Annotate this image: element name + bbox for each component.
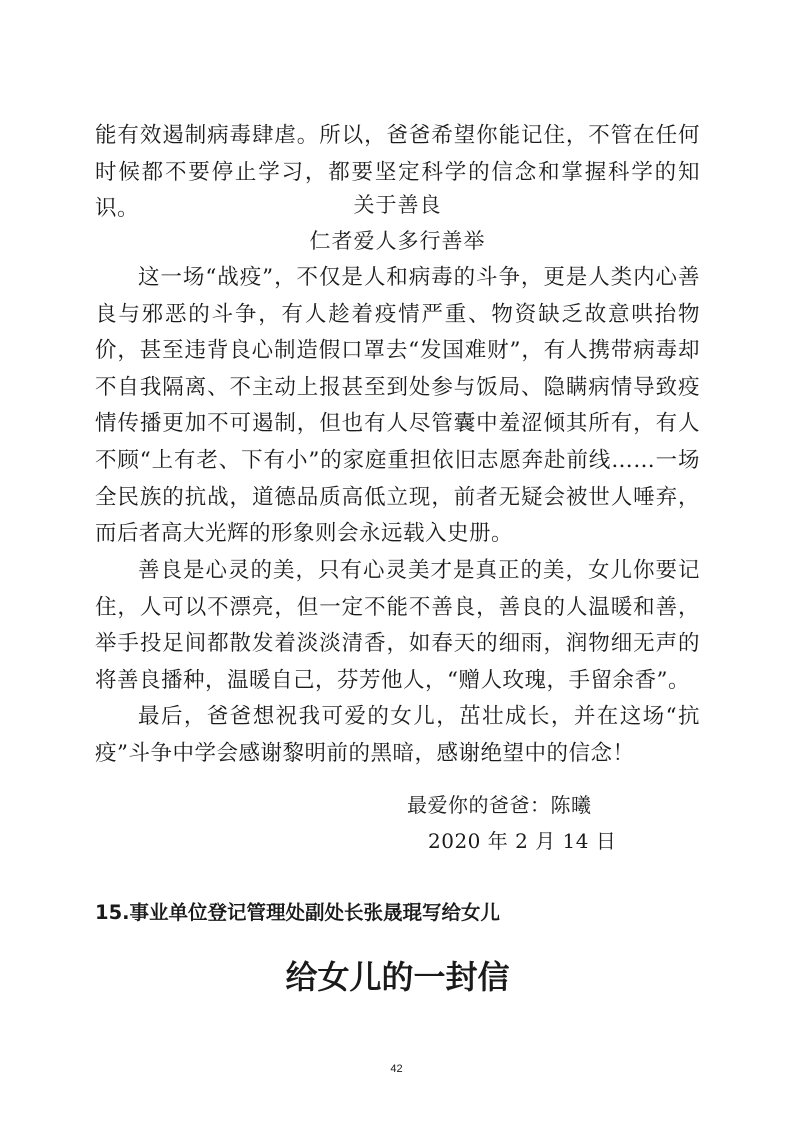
paragraph-fight-against-epidemic: 这一场“战疫”，不仅是人和病毒的斗争，更是人类内心善良与邪恶的斗争，有人趁着疫情严重、物资缺乏故意哄抬物价，甚至违背良心制造假口罩去“发国难财”，有人携带病毒却不自我隔离、不主动上报甚至到处参与饭局、隐瞒病情导致疫情传播更加不可遏制，但也有人尽管囊中羞涩倾其所有，有人不顾“上有老、下有小”的家庭重担依旧志愿奔赴前线……一场全民族的抗战，道德品质高低立现，前者无疑会被世人唾弃，而后者高大光辉的形象则会永远载入史册。 [95, 265, 700, 547]
paragraph-science-conclusion: 能有效遏制病毒肆虐。所以，爸爸希望你能记住，不管在任何时候都不要停止学习，都要坚定科学的信念和掌握科学的知识。 [95, 123, 700, 222]
section-heading: 关于善良 [353, 193, 442, 217]
next-letter-section-title: 15.事业单位登记管理处副处长张晟琨写给女儿 [95, 901, 501, 924]
paragraph-kindness: 善良是心灵的美，只有心灵美才是真正的美，女儿你要记住，人可以不漂亮，但一定不能不善良，善良的人温暖和善，举手投足间都散发着淡淡清香，如春天的细雨，润物细无声的将善良播种，温暖自己，芬芳他人，“赠人玫瑰，手留余香”。 [95, 558, 700, 693]
paragraph-closing-wishes: 最后，爸爸想祝我可爱的女儿，茁壮成长，并在这场“抗疫”斗争中学会感谢黎明前的黑暗，感谢绝望中的信念！ [95, 704, 700, 766]
section-subtitle: 仁者爱人多行善举 [309, 229, 486, 253]
signature-date: 2020 年 2 月 14 日 [428, 829, 617, 853]
next-letter-title: 给女儿的一封信 [285, 958, 510, 996]
page-number: 42 [390, 1063, 403, 1075]
signature-name: 最爱你的爸爸：陈曦 [407, 793, 592, 817]
